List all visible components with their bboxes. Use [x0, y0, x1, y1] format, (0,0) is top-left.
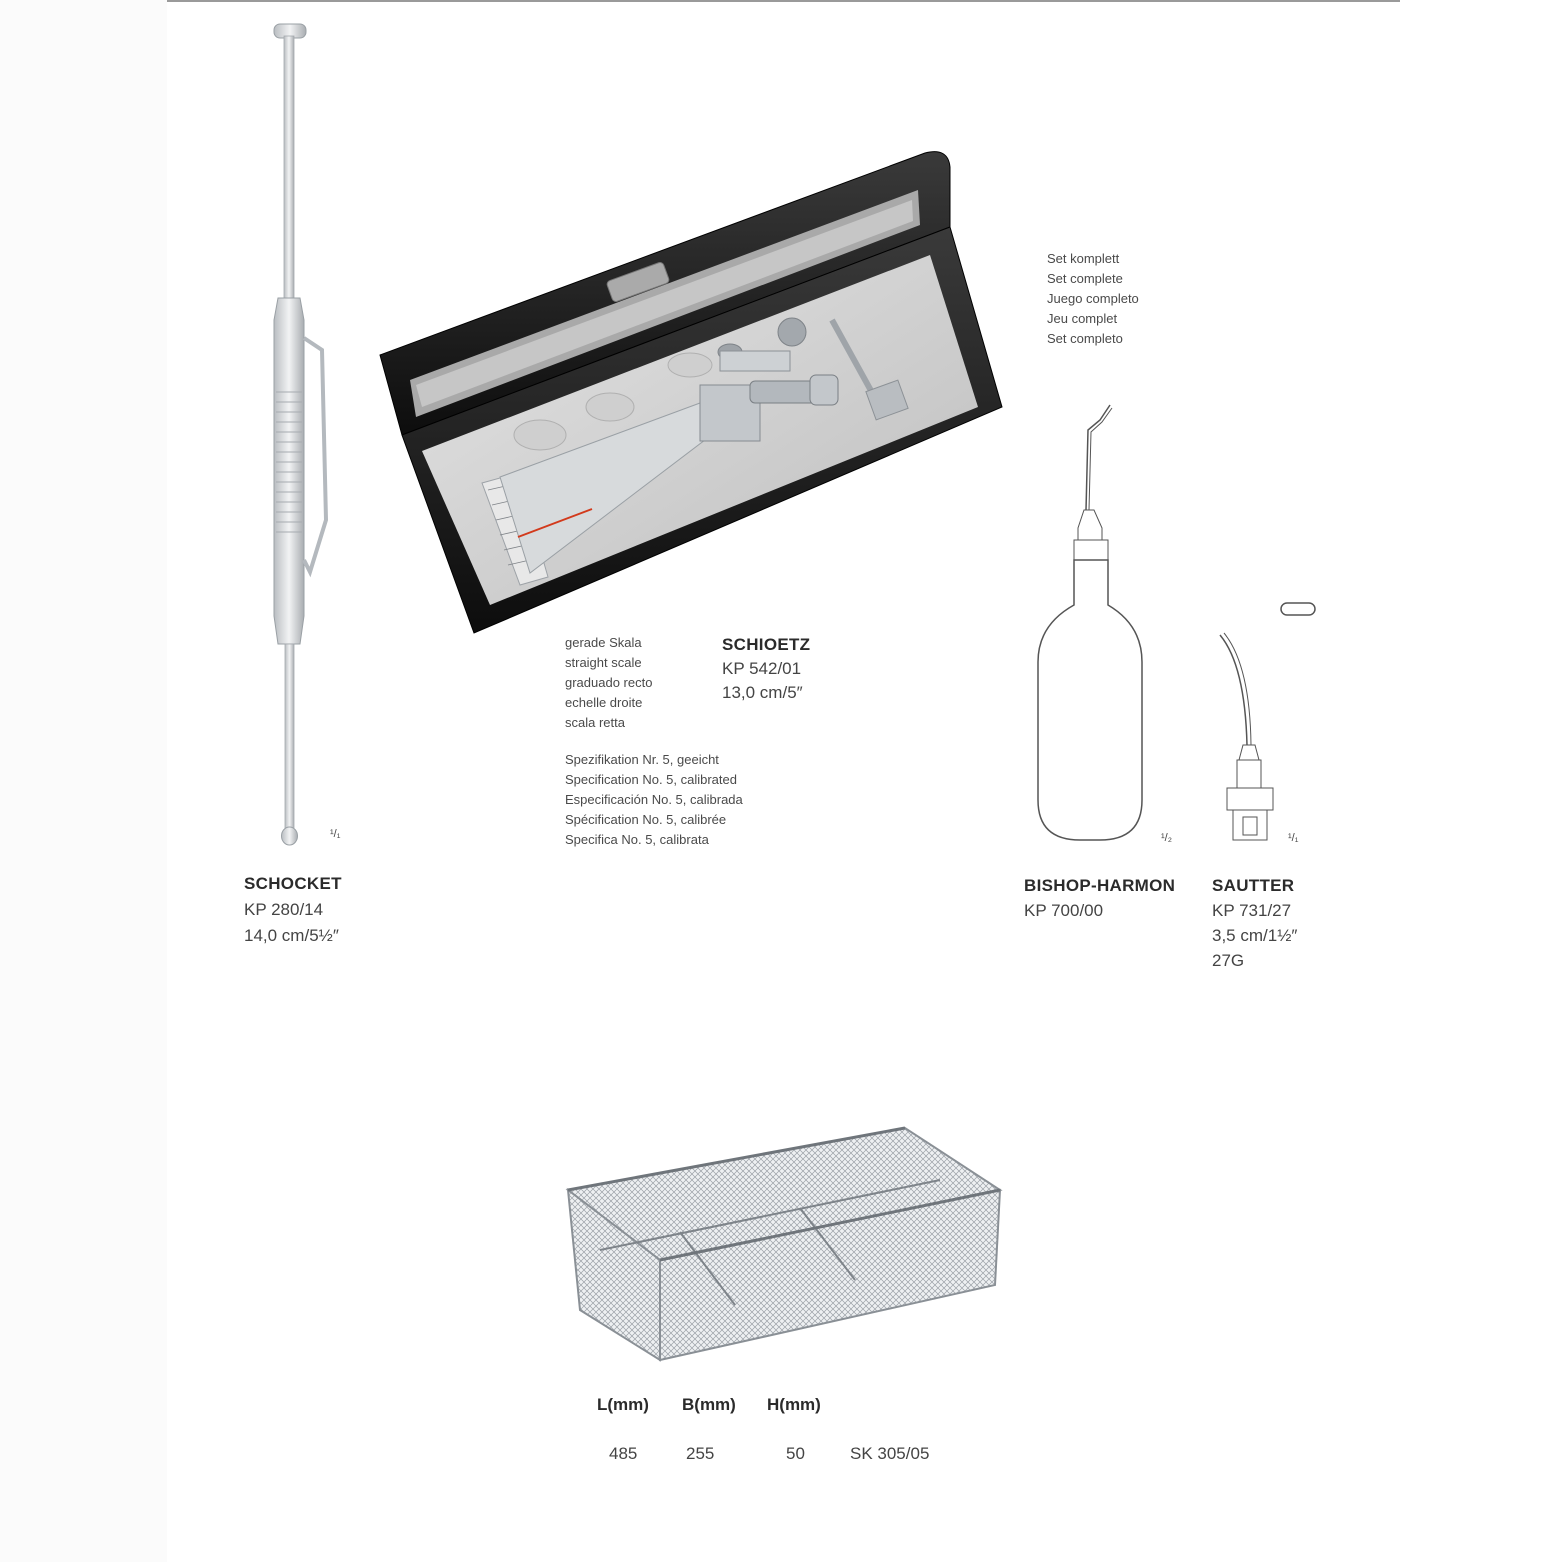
sautter-gauge: 27G — [1212, 951, 1245, 970]
basket-code: SK 305/05 — [850, 1444, 930, 1463]
schioetz-code: KP 542/01 — [722, 659, 802, 678]
set-line-de: Set komplett — [1047, 251, 1120, 266]
bishop-harmon-bottle-image — [1030, 400, 1160, 850]
scale-line-fr: echelle droite — [565, 695, 643, 710]
schioetz-spec-description — [565, 750, 743, 850]
basket-length-value: 485 — [609, 1444, 638, 1463]
sautter-title: SAUTTER — [1212, 876, 1295, 895]
left-margin — [0, 0, 167, 1562]
sautter-code: KP 731/27 — [1212, 901, 1292, 920]
set-line-fr: Jeu complet — [1047, 311, 1118, 326]
schocket-scale: ¹/₁ — [330, 828, 341, 840]
spec-line-de: Spezifikation Nr. 5, geeicht — [565, 752, 719, 767]
bishop-harmon-code: KP 700/00 — [1024, 901, 1104, 920]
wire-basket-image — [560, 1120, 1010, 1370]
bishop-harmon-set-description — [1047, 249, 1139, 349]
set-line-en: Set complete — [1047, 271, 1123, 286]
schocket-code: KP 280/14 — [244, 900, 324, 919]
spec-line-en: Specification No. 5, calibrated — [565, 772, 737, 787]
schocket-size: 14,0 cm/5½″ — [244, 926, 339, 945]
schioetz-scale-description — [565, 633, 652, 733]
spec-line-es: Especificación No. 5, calibrada — [565, 792, 743, 807]
scale-line-en: straight scale — [565, 655, 642, 670]
bishop-harmon-title: BISHOP-HARMON — [1024, 876, 1176, 895]
schocket-instrument-image — [260, 20, 350, 850]
scale-line-de: gerade Skala — [565, 635, 642, 650]
basket-height-value: 50 — [786, 1444, 805, 1463]
schocket-title: SCHOCKET — [244, 874, 342, 893]
spec-line-fr: Spécification No. 5, calibrée — [565, 812, 727, 827]
set-line-it: Set completo — [1047, 331, 1123, 346]
sautter-size: 3,5 cm/1½″ — [1212, 926, 1298, 945]
sautter-cannula-image — [1215, 595, 1325, 850]
basket-header-width: B(mm) — [682, 1395, 736, 1414]
set-line-es: Juego completo — [1047, 291, 1139, 306]
basket-header-length: L(mm) — [597, 1395, 649, 1414]
bishop-harmon-scale: ¹/₂ — [1161, 832, 1172, 844]
schioetz-size: 13,0 cm/5″ — [722, 683, 803, 702]
top-rule — [167, 0, 1400, 2]
basket-width-value: 255 — [686, 1444, 715, 1463]
scale-line-it: scala retta — [565, 715, 625, 730]
sautter-scale: ¹/₁ — [1288, 832, 1299, 844]
basket-header-height: H(mm) — [767, 1395, 821, 1414]
schioetz-case-image — [370, 145, 1010, 640]
scale-line-es: graduado recto — [565, 675, 653, 690]
schioetz-title: SCHIOETZ — [722, 635, 811, 654]
spec-line-it: Specifica No. 5, calibrata — [565, 832, 709, 847]
